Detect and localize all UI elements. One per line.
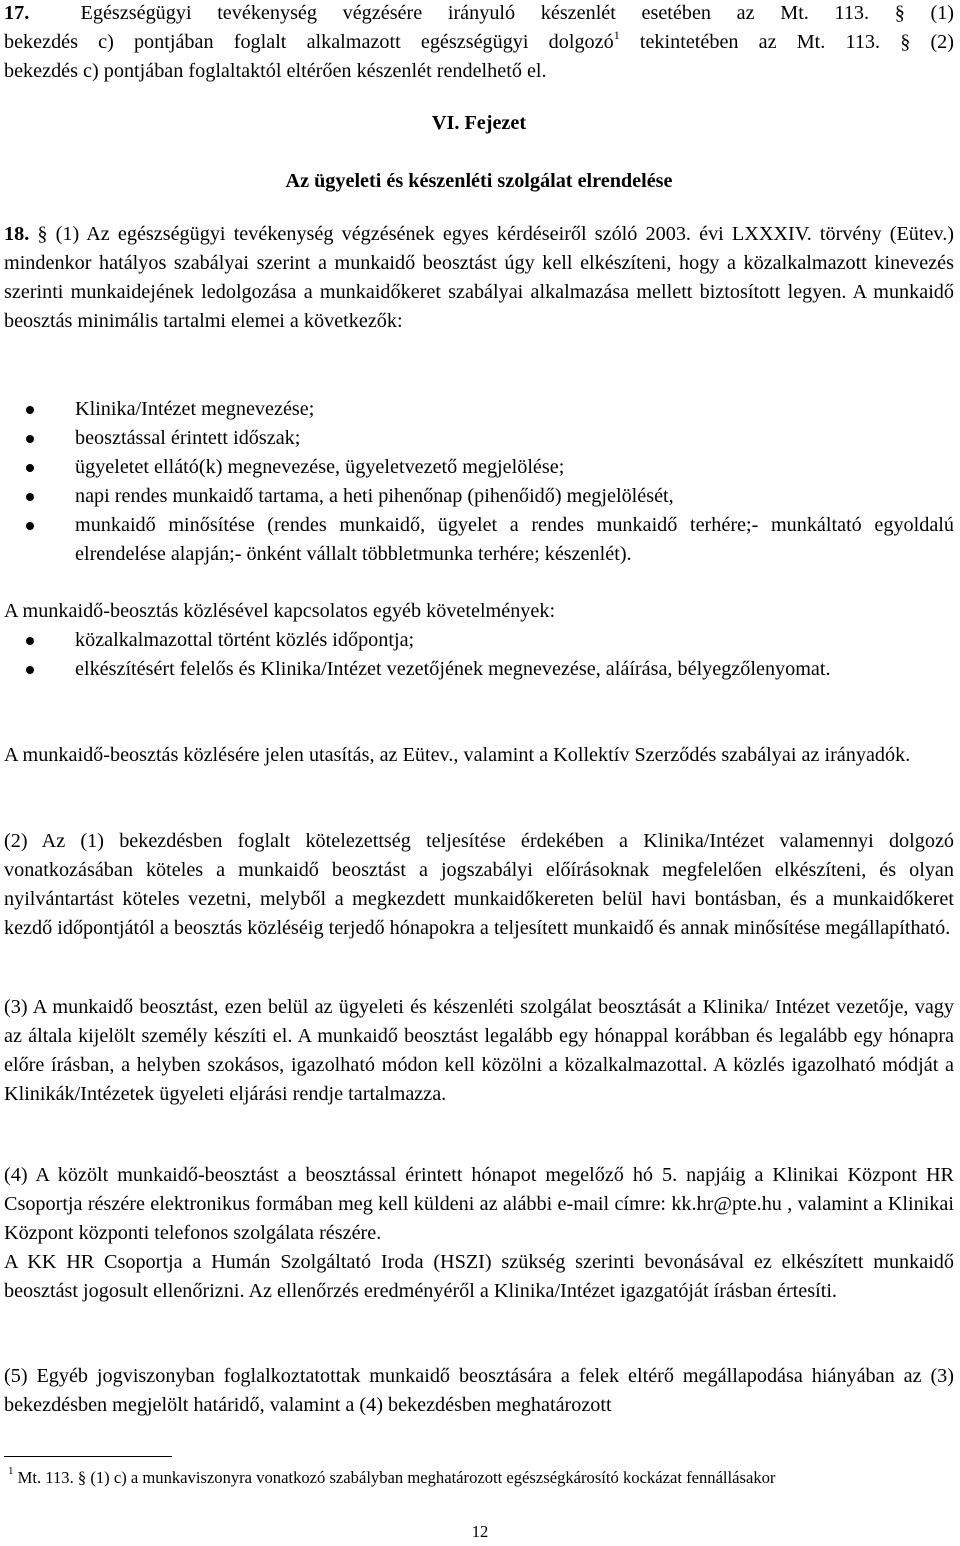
- paragraph-number: 18.: [4, 223, 30, 245]
- list-item: Klinika/Intézet megnevezése;: [4, 395, 954, 424]
- footnote: $^1$ Mt. 113. § (1) c) a munkaviszonyra vonatkozó szabályban meghatározott egészségkárosító kockázat fennállásakor: [8, 1465, 776, 1487]
- footnote-reference[interactable]: 1: [613, 28, 620, 43]
- communication-list: [4, 626, 954, 684]
- list-item: elkészítésért felelős és Klinika/Intézet vezetőjének megnevezése, aláírása, bélyegzőlenyomat.: [4, 655, 954, 684]
- communication-intro: A munkaidő-beosztás közlésével kapcsolatos egyéb követelmények:: [4, 600, 556, 622]
- bullet-icon: [26, 406, 34, 414]
- list-item: munkaidő minősítése (rendes munkaidő, ügyelet a rendes munkaidő terhére;- munkáltató egyoldalú elrendelése alapján;- önként vállalt többletmunka terhére; készenlét).: [4, 511, 954, 569]
- section-5: (5) Egyéb jogviszonyban foglalkoztatottak munkaidő beosztására a felek eltérő megállapodása hiányában az (3) bekezdésben megjelölt határidő, valamint a (4) bekezdésben meghatározott: [4, 1365, 954, 1416]
- footnote-separator: [4, 1456, 172, 1457]
- list-item: napi rendes munkaidő tartama, a heti pihenőnap (pihenőidő) megjelölését,: [4, 482, 954, 511]
- chapter-subheading: Az ügyeleti és készenléti szolgálat elrendelése: [285, 170, 673, 192]
- section-2: (2) Az (1) bekezdésben foglalt kötelezettség teljesítése érdekében a Klinika/Intézet valamennyi dolgozó vonatkozásában köteles a munkaidő beosztást a jogszabályi előírásoknak megfelelően elkészíteni, és olyan nyilvántartást köteles vezetni, melyből a megkezdett munkaidőkereten belül havi bontásban, és a munkaidőkeret kezdő időpontjától a beosztás közléséig terjedő hónapokra a teljesített munkaidő és annak minősítése megállapítható.: [4, 830, 954, 939]
- bullet-icon: [26, 435, 34, 443]
- section-3: (3) A munkaidő beosztást, ezen belül az ügyeleti és készenléti szolgálat beosztását a Klinika/ Intézet vezetője, vagy az általa kijelölt személy készíti el. A munkaidő beosztást legalább egy hónappal korábban és legalább egy hónapra előre írásban, a helyben szokásos, igazolható módon kell közölni a közalkalmazottal. A közlés igazolható módját a Klinikák/Intézetek ügyeleti eljárási rendje tartalmazza.: [4, 996, 954, 1105]
- list-item: beosztással érintett időszak;: [4, 424, 954, 453]
- applicable-rules: A munkaidő-beosztás közlésére jelen utasítás, az Eütev., valamint a Kollektív Szerződés szabályai az irányadók.: [4, 744, 911, 766]
- bullet-icon: [26, 666, 34, 674]
- bullet-icon: [26, 522, 34, 530]
- paragraph-17: 17. Egészségügyi tevékenység végzésére irányuló készenlét esetében az Mt. 113. § (1) bekezdés c) pontjában foglalt alkalmazott egészségügyi dolgozó$^1$ tekintetében az Mt. 113. § (2) bekezdés c) pontjában foglaltaktól eltérően készenlét rendelhető el.: [4, 2, 955, 82]
- chapter-heading: VI. Fejezet: [431, 112, 527, 134]
- section-4-hr-check: A KK HR Csoportja a Humán Szolgáltató Iroda (HSZI) szükség szerinti bevonásával ez elkészített munkaidő beosztást jogosult ellenőrizni. Az ellenőrzés eredményéről a Klinika/Intézet igazgatóját írásban értesíti.: [4, 1251, 954, 1302]
- paragraph-18-intro: 18. § (1) Az egészségügyi tevékenység végzésének egyes kérdéseiről szóló 2003. évi LXXXIV. törvény (Eütev.) mindenkor hatályos szabályai szerint a munkaidő beosztást úgy kell elkészíteni, hogy a közalkalmazott kinevezés szerinti munkaidejének ledolgozása a munkaidőkeret szabályai alkalmazása mellett biztosított legyen. A munkaidő beosztás minimális tartalmi elemei a következők:: [4, 223, 954, 332]
- bullet-icon: [26, 493, 34, 501]
- paragraph-text: Egészségügyi tevékenység végzésére irányuló készenlét esetében az Mt. 113. § (1): [80, 2, 955, 24]
- bullet-icon: [26, 464, 34, 472]
- bullet-icon: [26, 637, 34, 645]
- list-item: közalkalmazottal történt közlés időpontja;: [4, 626, 954, 655]
- paragraph-number: 17.: [4, 2, 30, 24]
- page-number: 12: [471, 1522, 489, 1541]
- minimum-elements-list: [4, 395, 954, 569]
- list-item: ügyeletet ellátó(k) megnevezése, ügyeletvezető megjelölése;: [4, 453, 954, 482]
- section-4: (4) A közölt munkaidő-beosztást a beosztással érintett hónapot megelőző hó 5. napjáig a Klinikai Központ HR Csoportja részére elektronikus formában meg kell küldeni az alábbi e-mail címre: kk.hr@pte.hu , valamint a Klinikai Központ központi telefonos szolgálata részére.: [4, 1164, 954, 1244]
- footnote-mark: 1: [8, 1465, 14, 1478]
